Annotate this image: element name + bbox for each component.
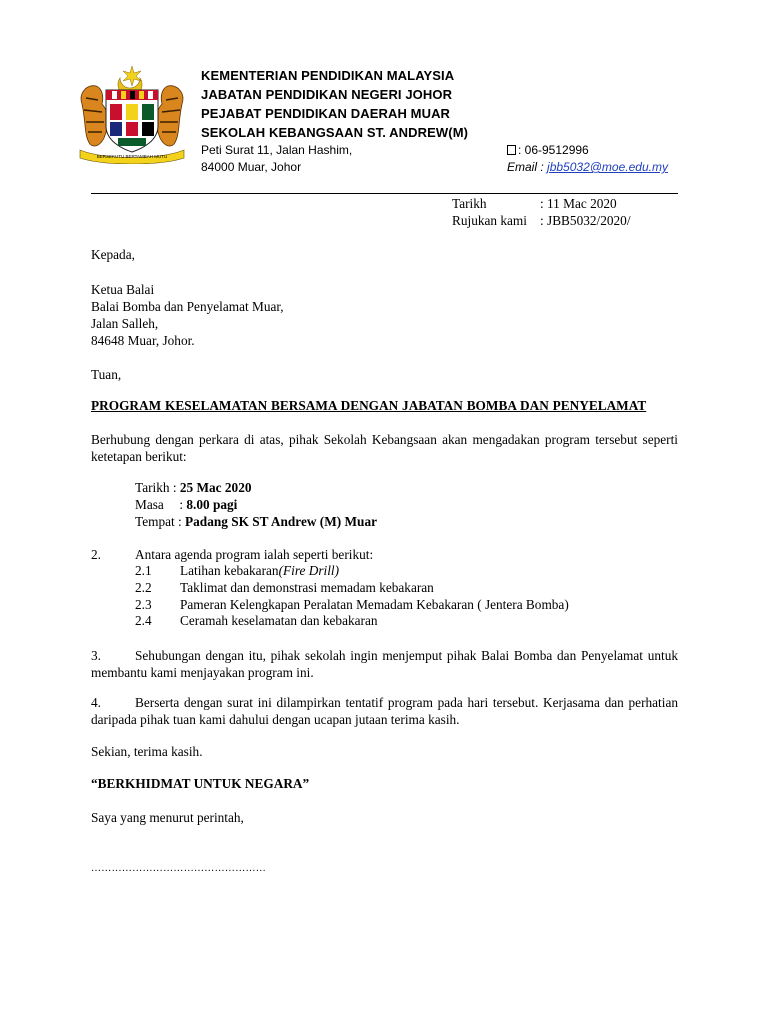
crest-motto: BERSEKUTU BERTAMBAH MUTU bbox=[96, 154, 168, 159]
agenda-item-number: 2.1 bbox=[135, 563, 152, 578]
address-line-2: 84000 Muar, Johor bbox=[201, 160, 302, 174]
event-time-label: Masa bbox=[135, 497, 164, 512]
event-date-value: 25 Mac 2020 bbox=[179, 480, 252, 495]
school-name: SEKOLAH KEBANGSAAN ST. ANDREW(M) bbox=[201, 125, 469, 140]
closing: Sekian, terima kasih. bbox=[91, 744, 203, 759]
salutation: Tuan, bbox=[91, 367, 122, 382]
address-line-1: Peti Surat 11, Jalan Hashim, bbox=[201, 143, 353, 157]
phone-row bbox=[507, 141, 589, 159]
recipient-line-4: 84648 Muar, Johor. bbox=[91, 333, 195, 348]
reference-label: Rujukan kami bbox=[452, 213, 527, 228]
event-time-sep: : bbox=[176, 497, 187, 512]
agenda-item-number: 2.2 bbox=[135, 580, 152, 595]
event-place-label: Tempat bbox=[135, 514, 175, 529]
subject-heading: PROGRAM KESELAMATAN BERSAMA DENGAN JABATAN BOMBA DAN PENYELAMAT bbox=[91, 398, 647, 413]
paragraph-1: Berhubung dengan perkara di atas, pihak Sekolah Kebangsaan akan mengadakan program tersebut seperti ketetapan berikut: bbox=[91, 432, 678, 464]
signature-line: …………………………………………… bbox=[91, 863, 267, 874]
agenda-item-text: Taklimat dan demonstrasi memadam kebakaran bbox=[180, 580, 434, 595]
phone-number: : 06-9512996 bbox=[518, 143, 589, 157]
agenda-item-italic: (Fire Drill) bbox=[278, 563, 340, 578]
agenda-intro: Antara agenda program ialah seperti berikut: bbox=[135, 547, 374, 562]
recipient-line-2: Balai Bomba dan Penyelamat Muar, bbox=[91, 299, 284, 314]
event-date-label: Tarikh bbox=[135, 480, 170, 495]
state-department-name: JABATAN PENDIDIKAN NEGERI JOHOR bbox=[201, 87, 453, 102]
agenda-item-text: Pameran Kelengkapan Peralatan Memadam Kebakaran ( Jentera Bomba) bbox=[180, 597, 569, 612]
event-date-sep: : bbox=[169, 480, 180, 495]
email-row bbox=[507, 158, 668, 176]
recipient-line-3: Jalan Salleh, bbox=[91, 316, 159, 331]
paragraph-3: Sehubungan dengan itu, pihak sekolah ingin menjemput pihak Balai Bomba dan Penyelamat untuk membantu kami menjayakan program ini. bbox=[91, 648, 678, 680]
ministry-name: KEMENTERIAN PENDIDIKAN MALAYSIA bbox=[201, 68, 455, 83]
motto: “BERKHIDMAT UNTUK NEGARA” bbox=[91, 776, 310, 791]
agenda-item-text bbox=[180, 562, 339, 579]
paragraph-3-number: 3. bbox=[91, 648, 101, 663]
event-time-row bbox=[135, 496, 237, 513]
agenda-item-number: 2.4 bbox=[135, 613, 152, 628]
greeting: Kepada, bbox=[91, 247, 135, 262]
signoff: Saya yang menurut perintah, bbox=[91, 810, 244, 825]
email-link[interactable]: jbb5032@moe.edu.my bbox=[547, 160, 668, 174]
date-label: Tarikh bbox=[452, 196, 487, 211]
event-place-row bbox=[135, 513, 377, 530]
date-value: : 11 Mac 2020 bbox=[540, 196, 617, 211]
event-time-value: 8.00 pagi bbox=[186, 497, 238, 512]
letterhead-divider bbox=[91, 193, 678, 194]
recipient-line-1: Ketua Balai bbox=[91, 282, 155, 297]
malaysia-coat-of-arms-logo bbox=[74, 64, 190, 164]
agenda-item-number: 2.3 bbox=[135, 597, 152, 612]
paragraph-4-number: 4. bbox=[91, 695, 101, 710]
paragraph-4: Berserta dengan surat ini dilampirkan tentatif program pada hari tersebut. Kerjasama dan perhatian daripada pihak tuan kami dahului dengan ucapan jutaan terima kasih. bbox=[91, 695, 678, 727]
email-label: Email : bbox=[507, 160, 544, 174]
reference-value: : JBB5032/2020/ bbox=[540, 213, 631, 228]
agenda-item-text: Ceramah keselamatan dan kebakaran bbox=[180, 613, 378, 628]
event-place-value: Padang SK ST Andrew (M) Muar bbox=[185, 514, 377, 529]
event-place-sep: : bbox=[174, 514, 186, 529]
agenda-number: 2. bbox=[91, 547, 101, 562]
agenda-item-label: Latihan kebakaran bbox=[180, 563, 279, 578]
event-date-row bbox=[135, 479, 252, 496]
phone-icon bbox=[507, 145, 516, 155]
district-office-name: PEJABAT PENDIDIKAN DAERAH MUAR bbox=[201, 106, 451, 121]
